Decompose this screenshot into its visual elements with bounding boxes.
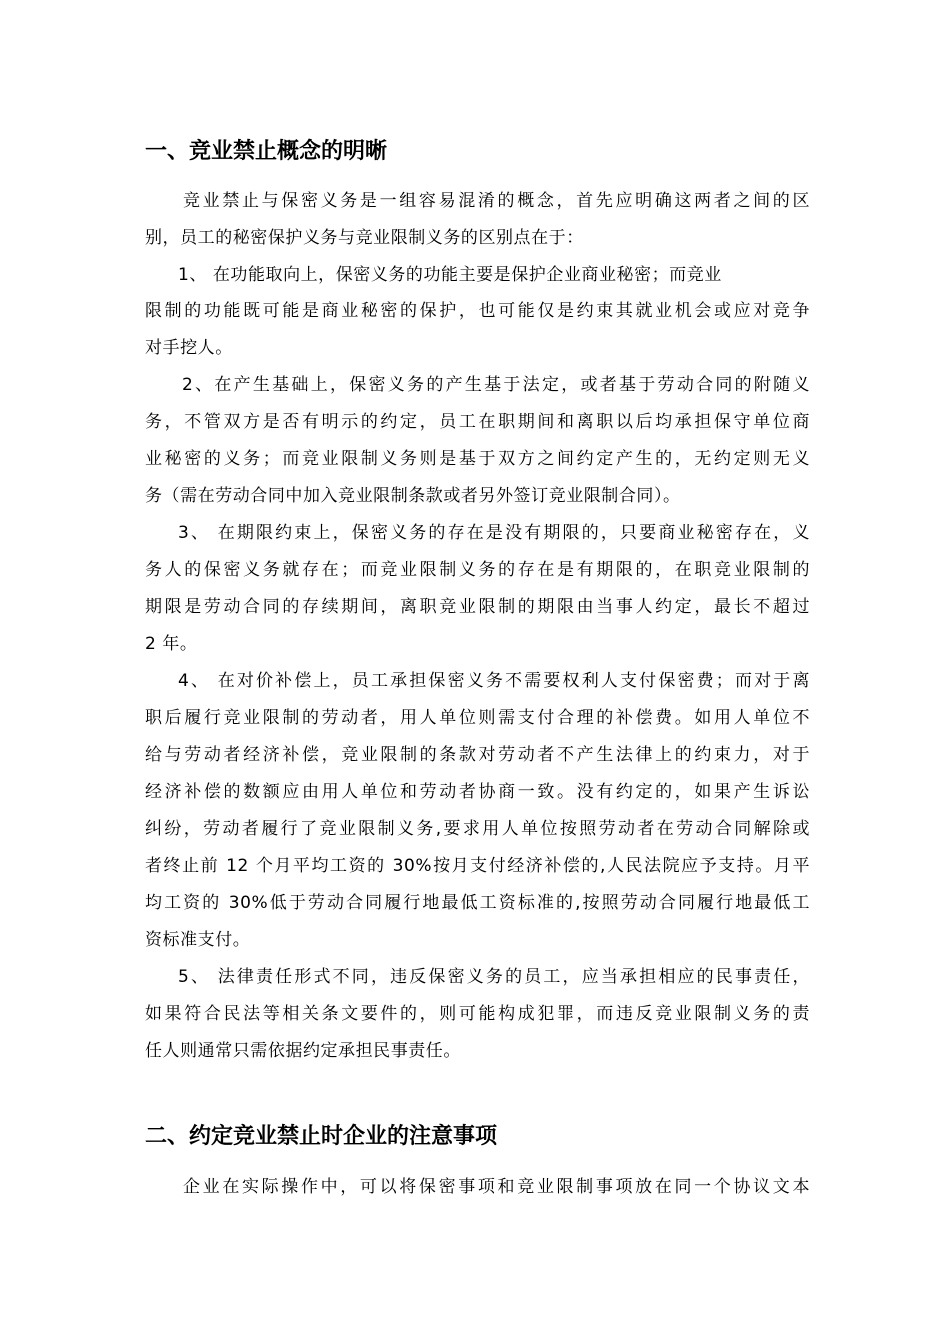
- item-2-line-3: 业秘密的义务；而竞业限制义务则是基于双方之间约定产生的，无约定则无义: [145, 449, 810, 469]
- section-2-paragraph-line-1: 企业在实际操作中，可以将保密事项和竞业限制事项放在同一个协议文本: [183, 1177, 810, 1197]
- item-3-line-3: 期限是劳动合同的存续期间，离职竞业限制的期限由当事人约定，最长不超过: [145, 597, 810, 617]
- item-4-line-5: 纠纷，劳动者履行了竞业限制义务,要求用人单位按照劳动者在劳动合同解除或: [145, 819, 810, 839]
- item-4-line-1: 4、 在对价补偿上，员工承担保密义务不需要权利人支付保密费；而对于离: [178, 671, 810, 691]
- item-3-line-2: 务人的保密义务就存在；而竞业限制义务的存在是有期限的，在职竞业限制的: [145, 560, 810, 580]
- item-4-line-2: 职后履行竞业限制的劳动者，用人单位则需支付合理的补偿费。如用人单位不: [145, 708, 810, 728]
- item-3-line-4: 2 年。: [145, 634, 198, 654]
- item-5-line-2: 如果符合民法等相关条文要件的，则可能构成犯罪，而违反竞业限制义务的责: [145, 1004, 810, 1024]
- item-4-line-4: 经济补偿的数额应由用人单位和劳动者协商一致。没有约定的，如果产生诉讼: [145, 782, 810, 802]
- item-2-line-1: 2、在产生基础上，保密义务的产生基于法定，或者基于劳动合同的附随义: [182, 375, 810, 395]
- paragraph-1-line-1: 竞业禁止与保密义务是一组容易混淆的概念，首先应明确这两者之间的区: [183, 191, 810, 211]
- item-3-line-1: 3、 在期限约束上，保密义务的存在是没有期限的，只要商业秘密存在，义: [178, 523, 810, 543]
- paragraph-1-line-2: 别，员工的秘密保护义务与竞业限制义务的区别点在于：: [145, 228, 584, 248]
- item-5-line-3: 任人则通常只需依据约定承担民事责任。: [145, 1041, 461, 1061]
- item-1-line-2: 限制的功能既可能是商业秘密的保护，也可能仅是约束其就业机会或应对竞争: [145, 301, 810, 321]
- section-2-heading: 二、约定竞业禁止时企业的注意事项: [145, 1124, 498, 1149]
- item-4-line-6: 者终止前 12 个月平均工资的 30%按月支付经济补偿的,人民法院应予支持。月平: [145, 856, 810, 876]
- item-1-line-3: 对手挖人。: [145, 338, 233, 358]
- item-2-line-2: 务，不管双方是否有明示的约定，员工在职期间和离职以后均承担保守单位商: [145, 412, 810, 432]
- item-4-line-8: 资标准支付。: [145, 930, 251, 950]
- item-1-line-1: 1、 在功能取向上，保密义务的功能主要是保护企业商业秘密；而竞业: [178, 265, 722, 285]
- item-4-line-3: 给与劳动者经济补偿，竞业限制的条款对劳动者不产生法律上的约束力，对于: [145, 745, 810, 765]
- item-2-line-4: 务（需在劳动合同中加入竞业限制条款或者另外签订竞业限制合同）。: [145, 486, 681, 506]
- item-5-line-1: 5、 法律责任形式不同，违反保密义务的员工，应当承担相应的民事责任，: [178, 967, 810, 987]
- item-4-line-7: 均工资的 30%低于劳动合同履行地最低工资标准的,按照劳动合同履行地最低工: [145, 893, 810, 913]
- section-1-heading: 一、竞业禁止概念的明晰: [145, 139, 388, 164]
